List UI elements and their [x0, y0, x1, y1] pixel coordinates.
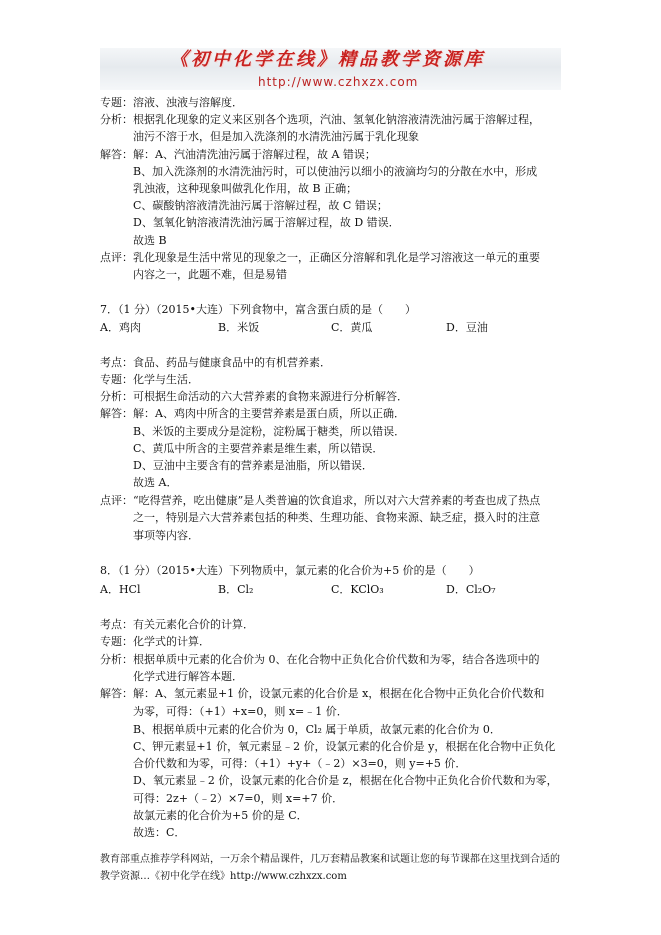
q7-stem: 7．（1 分）（2015•大连）下列食物中，富含蛋白质的是（ ）	[100, 303, 416, 316]
banner-url[interactable]: http://www.czhxzx.com	[258, 75, 419, 89]
q8-knowledge: 考点：有关元素化合价的计算．	[100, 618, 254, 631]
footer-line-1: 教育部重点推荐学科网站，一万余个精品课件，几万套精品教案和试题让您的每节课都在这里找到合适的	[100, 854, 560, 865]
q7-option-b: B．米饭	[218, 321, 260, 334]
q7-option-a: A．鸡肉	[100, 321, 141, 334]
banner-title: 《初中化学在线》精品教学资源库	[170, 49, 485, 70]
q8-option-b: B．Cl₂	[218, 583, 254, 596]
q8-option-d: D．Cl₂O₇	[446, 583, 496, 596]
q6-analysis-line-1: 分析：根据乳化现象的定义来区别各个选项，汽油、氢氧化钠溶液清洗油污属于溶解过程，	[100, 113, 540, 126]
footer-line-2: 教学资源…《初中化学在线》http://www.czhxzx.com	[100, 871, 347, 882]
q7-option-d: D．豆油	[446, 321, 488, 334]
q8-option-c: C．KClO₃	[331, 583, 384, 596]
q6-comment-line-1: 点评：乳化现象是生活中常见的现象之一，正确区分溶解和乳化是学习溶液这一单元的重要	[100, 251, 540, 264]
q6-topic: 专题：溶液、浊液与溶解度．	[100, 96, 243, 109]
q7-solution-line-5: 故选 A．	[133, 476, 178, 489]
q8-solution-line-7: 可得：2z+（﹣2）×7=0，则 x=+7 价．	[133, 792, 344, 805]
q7-comment-line-1: 点评：“吃得营养，吃出健康”是人类普遍的饮食追求，所以对六大营养素的考查也成了热点	[100, 494, 541, 507]
q8-analysis-line-1: 分析：根据单质中元素的化合价为 0、在化合物中正负化合价代数和为零，结合各选项中的	[100, 653, 540, 666]
q8-solution-line-4: C、钾元素显+1 价，氧元素显﹣2 价，设氯元素的化合价是 y，根据在化合物中正负化	[133, 740, 556, 753]
q7-solution-line-4: D、豆油中主要含有的营养素是油脂，所以错误．	[133, 459, 373, 472]
q7-analysis: 分析：可根据生命活动的六大营养素的食物来源进行分析解答．	[100, 390, 408, 403]
q8-solution-line-8: 故氯元素的化合价为+5 价的是 C．	[133, 809, 308, 822]
q7-solution-line-1: 解答：解：A、鸡肉中所含的主要营养素是蛋白质，所以正确．	[100, 407, 405, 420]
q6-solution-line-3: 乳浊液，这种现象叫做乳化作用，故 B 正确；	[133, 182, 358, 195]
q6-solution-line-6: 故选 B	[133, 234, 167, 247]
q8-solution-line-6: D、氧元素显﹣2 价，设氯元素的化合价是 z，根据在化合物中正负化合价代数和为零，	[133, 774, 558, 787]
q8-stem: 8．（1 分）（2015•大连）下列物质中，氯元素的化合价为+5 价的是（ ）	[100, 564, 480, 577]
q6-solution-line-5: D、氢氧化钠溶液清洗油污属于溶解过程，故 D 错误．	[133, 216, 400, 229]
q6-solution-line-2: B、加入洗涤剂的水清洗油污时，可以使油污以细小的液滴均匀的分散在水中，形成	[133, 165, 538, 178]
q8-solution-line-5: 合价代数和为零，可得：（+1）+y+（﹣2）×3=0，则 y=+5 价．	[133, 757, 467, 770]
q8-solution-line-3: B、根据单质中元素的化合价为 0，Cl₂ 属于单质，故氯元素的化合价为 0．	[133, 723, 501, 736]
q7-solution-line-3: C、黄瓜中所含的主要营养素是维生素，所以错误．	[133, 442, 384, 455]
q8-analysis-line-2: 化学式进行解答本题．	[133, 670, 243, 683]
q8-solution-line-2: 为零，可得：（+1）+x=0，则 x=﹣1 价．	[133, 705, 348, 718]
q6-analysis-line-2: 油污不溶于水，但是加入洗涤剂的水清洗油污属于乳化现象	[133, 130, 419, 143]
q8-solution-line-1: 解答：解：A、氢元素显+1 价，设氯元素的化合价是 x，根据在化合物中正负化合价代数和	[100, 687, 545, 700]
header-banner	[100, 48, 561, 90]
q7-comment-line-2: 之一，特别是六大营养素包括的种类、生理功能、食物来源、缺乏症，摄入时的注意	[133, 511, 540, 524]
q8-option-a: A．HCl	[100, 583, 141, 596]
q7-knowledge: 考点：食品、药品与健康食品中的有机营养素．	[100, 356, 331, 369]
q7-topic: 专题：化学与生活．	[100, 373, 199, 386]
q8-solution-line-9: 故选：C．	[133, 826, 186, 839]
q6-solution-line-4: C、碳酸钠溶液清洗油污属于溶解过程，故 C 错误；	[133, 199, 388, 212]
q7-comment-line-3: 事项等内容．	[133, 529, 199, 542]
q6-comment-line-2: 内容之一，此题不难，但是易错	[133, 268, 287, 281]
q6-solution-line-1: 解答：解：A、汽油清洗油污属于溶解过程，故 A 错误；	[100, 148, 376, 161]
q8-topic: 专题：化学式的计算．	[100, 635, 210, 648]
q7-option-c: C．黄瓜	[331, 321, 373, 334]
q7-solution-line-2: B、米饭的主要成分是淀粉，淀粉属于糖类，所以错误．	[133, 425, 406, 438]
